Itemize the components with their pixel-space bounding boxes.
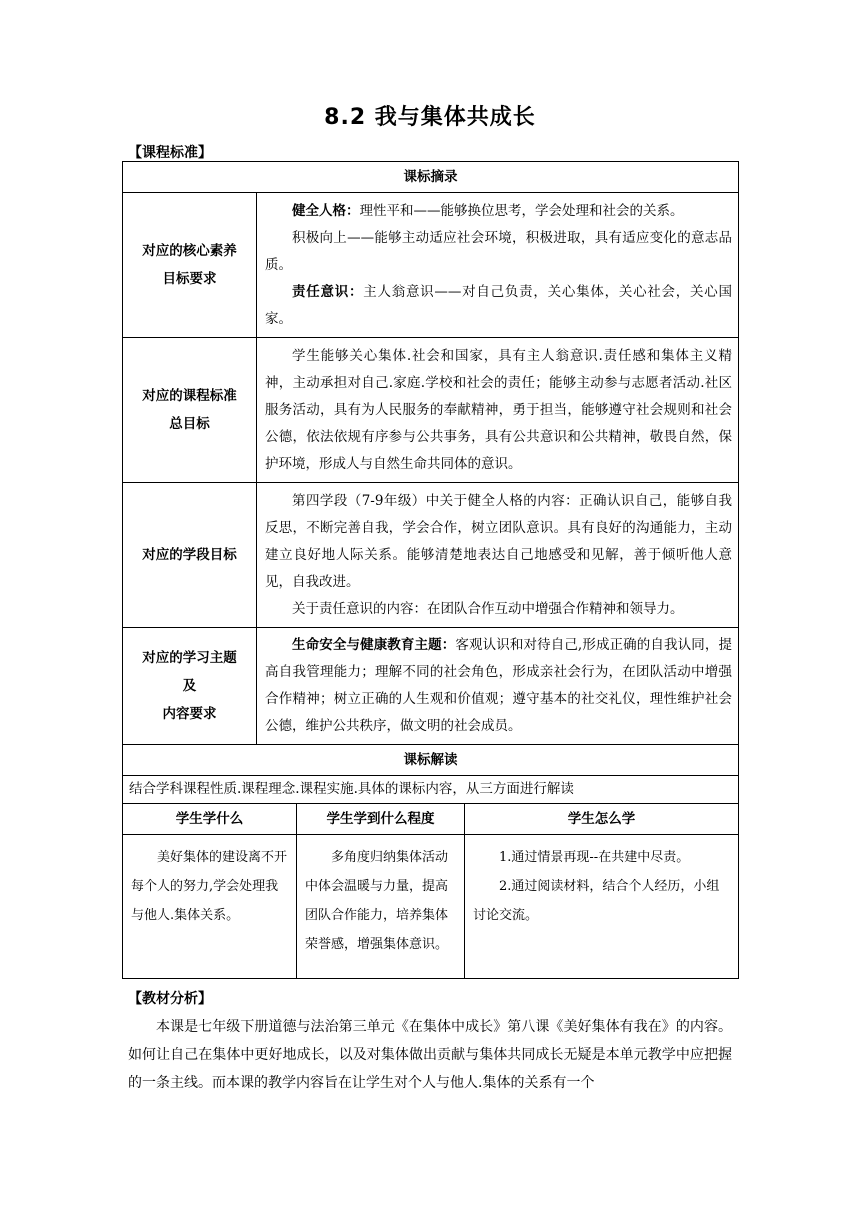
- row-label-stage-goal: [123, 483, 257, 628]
- curriculum-standard-table: [122, 161, 739, 979]
- table-row: [123, 745, 739, 776]
- row-label-line: 对应的核心素养: [142, 243, 237, 259]
- bold-term: 生命安全与健康教育主题：: [292, 637, 456, 653]
- paragraph-text: 积极向上——能够主动适应社会环境，积极进取，具有适应变化的意志品质。: [265, 229, 732, 273]
- table-row: [123, 628, 739, 745]
- paragraph-text: 多角度归纳集体活动中体会温暖与力量，提高团队合作能力，培养集体荣誉感，增强集体意识。: [305, 850, 449, 952]
- section-heading-standard: 【课程标准】: [128, 145, 212, 161]
- bold-term: 健全人格：: [292, 202, 360, 219]
- paragraph-text: 关于责任意识的内容：在团队合作互动中增强合作精神和领导力。: [292, 600, 684, 617]
- table-row: [123, 338, 739, 483]
- what-content: [123, 835, 297, 979]
- table-row: [123, 835, 739, 979]
- reading-header: 课标解读: [123, 745, 739, 776]
- paragraph-text: 本课是七年级下册道德与法治第三单元《在集体中成长》第八课《美好集体有我在》的内容。如何让自己在集体中更好地成长，以及对集体做出贡献与集体共同成长无疑是本单元教学中应把握的一条主线。而本课的教学内容旨在让学生对个人与他人.集体的关系有一个: [128, 1019, 732, 1091]
- paragraph-text: 2.通过阅读材料，结合个人经历，小组讨论交流。: [473, 879, 720, 923]
- analysis-body: [128, 1013, 732, 1097]
- paragraph-text: 理性平和——能够换位思考，学会处理和社会的关系。: [359, 202, 684, 219]
- stage-goal-content: [257, 483, 739, 628]
- table-row: [123, 776, 739, 804]
- column-header-what: 学生学什么: [123, 804, 297, 835]
- table-row: [123, 804, 739, 835]
- row-label-line: 内容要求: [162, 706, 217, 722]
- row-label-line: 对应的课程标准: [142, 388, 237, 404]
- row-label-line: 目标要求: [162, 271, 217, 287]
- table-row: [123, 162, 739, 193]
- section-heading-analysis: 【教材分析】: [128, 991, 212, 1007]
- core-literacy-content: [257, 193, 739, 338]
- row-label-line: 总目标: [169, 416, 210, 432]
- column-header-how: 学生怎么学: [465, 804, 739, 835]
- degree-content: [297, 835, 465, 979]
- paragraph-text: 主人翁意识——对自己负责，关心集体，关心社会，关心国家。: [265, 283, 733, 327]
- paragraph-text: 美好集体的建设离不开每个人的努力,学会处理我与他人.集体关系。: [131, 850, 288, 923]
- column-header-degree: 学生学到什么程度: [297, 804, 465, 835]
- table-row: [123, 193, 739, 338]
- row-label-overall-goal: [123, 338, 257, 483]
- paragraph-text: 客观认识和对待自己,形成正确的自我认同，提高自我管理能力；理解不同的社会角色，形成亲社会行为，在团队活动中增强合作精神；树立正确的人生观和价值观；遵守基本的社交礼仪，理性维护社会公德，维护公共秩序，做文明的社会成员。: [265, 637, 732, 734]
- excerpt-header: 课标摘录: [123, 162, 739, 193]
- learning-theme-content: [257, 628, 739, 745]
- overall-goal-content: [257, 338, 739, 483]
- paragraph-text: 1.通过情景再现--在共建中尽责。: [499, 850, 690, 865]
- page-title: 8.2 我与集体共成长: [324, 105, 536, 130]
- row-label-core-literacy: [123, 193, 257, 338]
- row-label-line: 对应的学段目标: [142, 547, 237, 563]
- reading-intro: 结合学科课程性质.课程理念.课程实施.具体的课标内容，从三方面进行解读: [123, 776, 739, 804]
- paragraph-text: 第四学段（7-9年级）中关于健全人格的内容：正确认识自己，能够自我反思，不断完善自我，学会合作，树立团队意识。具有良好的沟通能力，主动建立良好地人际关系。能够清楚地表达自己地感受和见解，善于倾听他人意见，自我改进。: [265, 492, 732, 590]
- table-row: [123, 483, 739, 628]
- paragraph-text: 学生能够关心集体.社会和国家，具有主人翁意识.责任感和集体主义精神，主动承担对自己.家庭.学校和社会的责任；能够主动参与志愿者活动.社区服务活动，具有为人民服务的奉献精神，勇于担当，能够遵守社会规则和社会公德，依法依规有序参与公共事务，具有公共意识和公共精神，敬畏自然，保护环境，形成人与自然生命共同体的意识。: [265, 347, 732, 472]
- bold-term: 责任意识：: [292, 283, 364, 300]
- row-label-learning-theme: [123, 628, 257, 745]
- row-label-line: 对应的学习主题: [142, 650, 237, 666]
- row-label-line: 及: [182, 678, 197, 694]
- how-content: [465, 835, 739, 979]
